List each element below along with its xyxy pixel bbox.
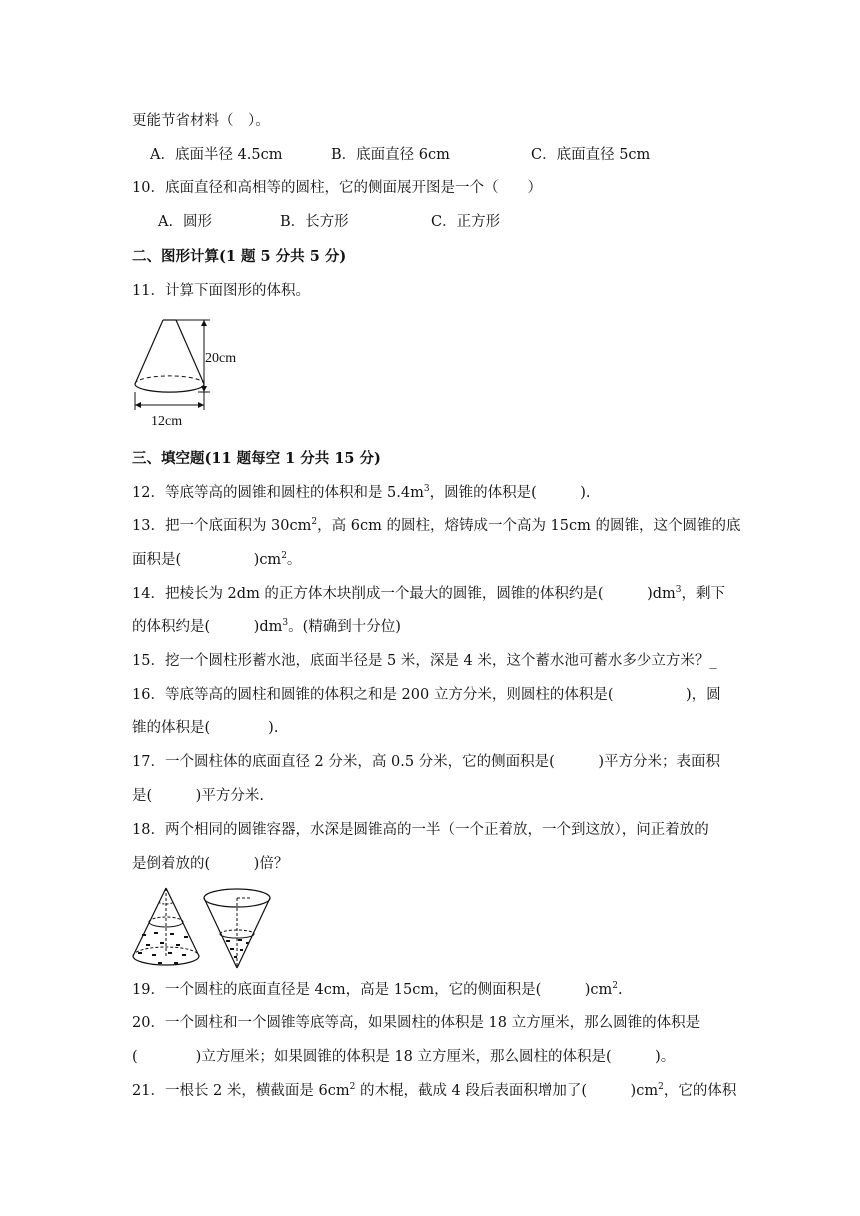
question-19: 19．一个圆柱的底面直径是 4cm，高是 15cm，它的侧面积是( )$cm^2$. <box>132 981 623 998</box>
diameter-label: 12cm <box>151 414 183 429</box>
q9-option-a: A．底面半径 4.5cm <box>150 147 283 163</box>
question-16-line-2: 锥的体积是( ). <box>132 720 279 736</box>
question-14-line-2: 的体积约是( )$dm^3$。(精确到十分位) <box>132 618 401 635</box>
question-17-line-1: 17．一个圆柱体的底面直径 2 分米，高 0.5 分米，它的侧面积是( )平方分米；表面积 <box>132 754 720 770</box>
question-21: 21．一根长 2 米，横截面是 $6cm^2$ 的木棍，截成 4 段后表面积增加了( )$cm^2$，它的体积 <box>132 1082 737 1099</box>
cone-containers-figure <box>130 884 280 976</box>
height-label: 20cm <box>205 351 237 366</box>
question-11: 11．计算下面图形的体积。 <box>132 283 310 299</box>
question-10: 10．底面直径和高相等的圆柱，它的侧面展开图是一个（ ） <box>132 180 542 196</box>
question-15: 15．挖一个圆柱形蓄水池，底面半径是 5 米，深是 4 米，这个蓄水池可蓄水多少立方米？_ <box>132 653 717 669</box>
section-2-heading: 二、图形计算(1 题 5 分共 5 分) <box>132 248 347 265</box>
question-16-line-1: 16．等底等高的圆柱和圆锥的体积之和是 200 立方分米，则圆柱的体积是( )，圆 <box>132 687 721 703</box>
question-20-line-1: 20．一个圆柱和一个圆锥等底等高，如果圆柱的体积是 18 立方厘米，那么圆锥的体积是 <box>132 1015 701 1031</box>
question-18-line-2: 是倒着放的( )倍？ <box>132 856 289 872</box>
q10-option-b: B．长方形 <box>280 214 349 230</box>
q9-continuation: 更能节省材料（ ）。 <box>132 113 270 129</box>
q10-option-a: A．圆形 <box>158 214 212 230</box>
question-12: 12．等底等高的圆锥和圆柱的体积和是 $5.4m^3$，圆锥的体积是( ). <box>132 484 591 501</box>
question-17-line-2: 是( )平方分米. <box>132 788 264 804</box>
question-20-line-2: ( )立方厘米；如果圆锥的体积是 18 立方厘米，那么圆柱的体积是( )。 <box>132 1049 676 1065</box>
question-18-line-1: 18．两个相同的圆锥容器，水深是圆锥高的一半（一个正着放，一个到这放），问正着放的 <box>132 822 709 838</box>
question-13-line-1: 13．把一个底面积为 $30cm^2$，高 6cm 的圆柱，熔铸成一个高为 15cm 的圆锥，这个圆锥的底 <box>132 517 741 534</box>
q9-option-b: B．底面直径 6cm <box>331 147 450 163</box>
cone-figure <box>130 312 248 430</box>
question-14-line-1: 14．把棱长为 2dm 的正方体木块削成一个最大的圆锥，圆锥的体积约是( )$dm^3$，剩下 <box>132 585 726 602</box>
q10-option-c: C．正方形 <box>431 214 501 230</box>
question-13-line-2: 面积是( )$cm^2$。 <box>132 551 302 568</box>
section-3-heading: 三、填空题(11 题每空 1 分共 15 分) <box>132 450 381 467</box>
q9-option-c: C．底面直径 5cm <box>531 147 651 163</box>
